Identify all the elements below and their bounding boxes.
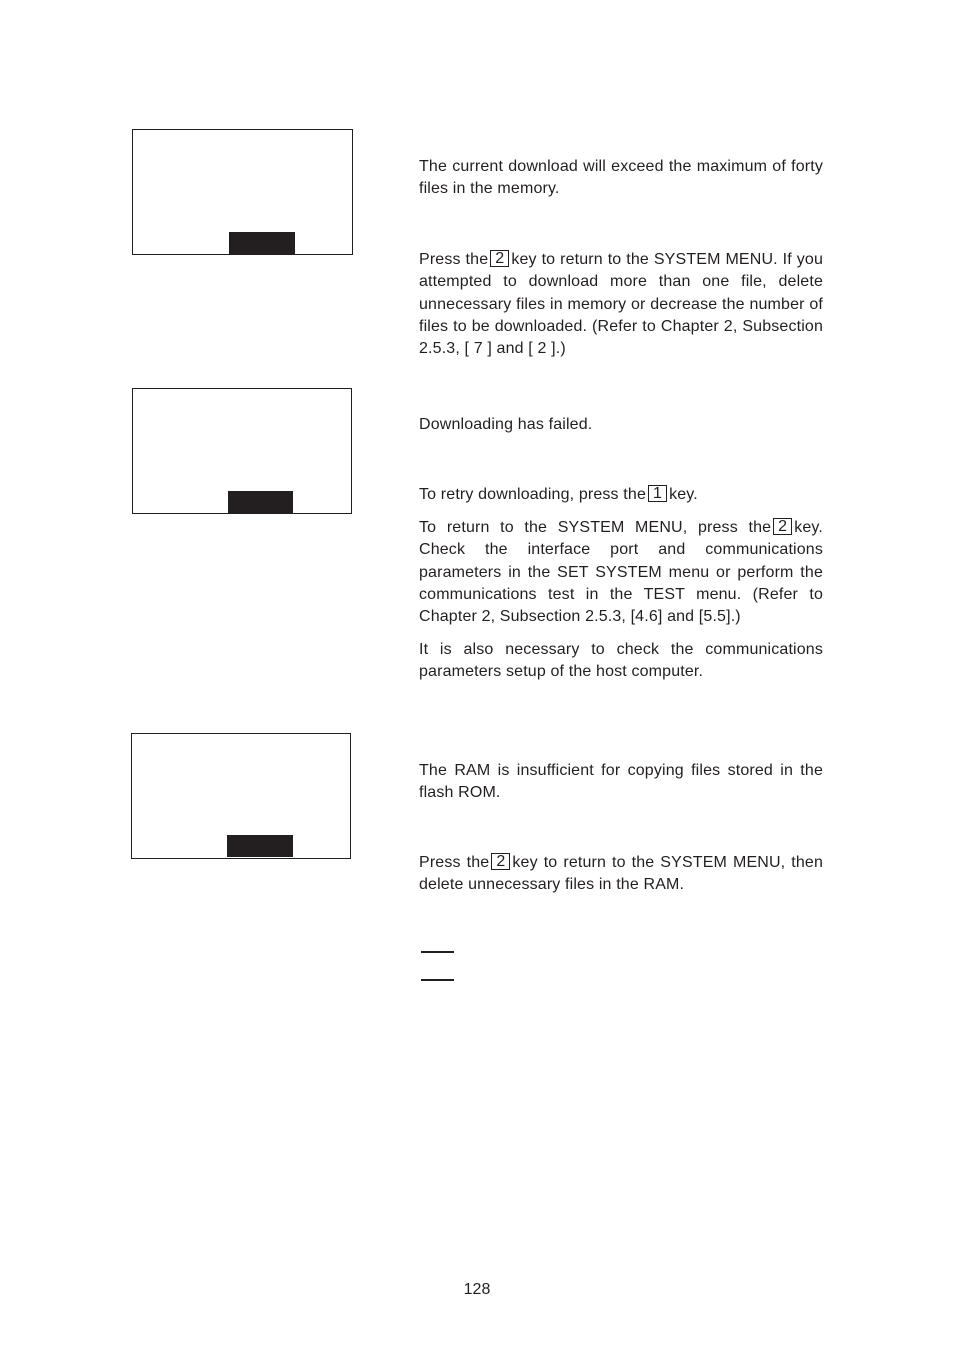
softkey-highlight-2	[228, 491, 293, 513]
retry-text-pre: To retry downloading, press the	[419, 486, 646, 503]
action-return	[419, 517, 823, 628]
action-text-post: key to return to the SYSTEM MENU. If you attempted to download more than one file, delete unnecessary files in memory or decrease the number of files to be downloaded. (Refer to Chapter 2, Subsection 2.5.3, [ 7 ] and [ 2 ].)	[419, 251, 824, 358]
key-2-icon: 2	[773, 518, 792, 535]
lcd-screen-3	[131, 733, 351, 859]
divider-rule-1	[421, 951, 454, 953]
action-retry	[419, 484, 823, 506]
action-max-files	[419, 249, 823, 360]
return-text-post: key. Check the interface port and communications parameters in the SET SYSTEM menu or perform the communications test in the TEST menu. (Refer to Chapter 2, Subsection 2.5.3, [4.6] and [5.5].)	[419, 519, 823, 626]
action-text-pre: Press the	[419, 854, 490, 871]
message-max-files: The current download will exceed the maximum of forty files in the memory.	[419, 158, 823, 198]
retry-text-post: key.	[669, 486, 698, 503]
note-host-computer: It is also necessary to check the communications parameters setup of the host computer.	[419, 641, 823, 681]
softkey-highlight-3	[227, 835, 293, 857]
return-text-pre: To return to the SYSTEM MENU, press the	[419, 519, 772, 536]
lcd-screen-2	[132, 388, 352, 514]
action-text-post: key to return to the SYSTEM MENU, then delete unnecessary files in the RAM.	[419, 854, 823, 894]
message-download-failed: Downloading has failed.	[419, 416, 593, 433]
action-ram-insufficient	[419, 852, 823, 897]
softkey-highlight-1	[229, 232, 295, 254]
action-text-pre: Press the	[419, 251, 489, 268]
key-2-icon: 2	[490, 250, 509, 267]
divider-rule-2	[421, 979, 454, 981]
key-2-icon: 2	[491, 853, 510, 870]
lcd-screen-1	[132, 129, 353, 255]
page-number: 128	[463, 1281, 491, 1298]
key-1-icon: 1	[648, 485, 667, 502]
message-ram-insufficient: The RAM is insufficient for copying files stored in the flash ROM.	[419, 762, 823, 802]
